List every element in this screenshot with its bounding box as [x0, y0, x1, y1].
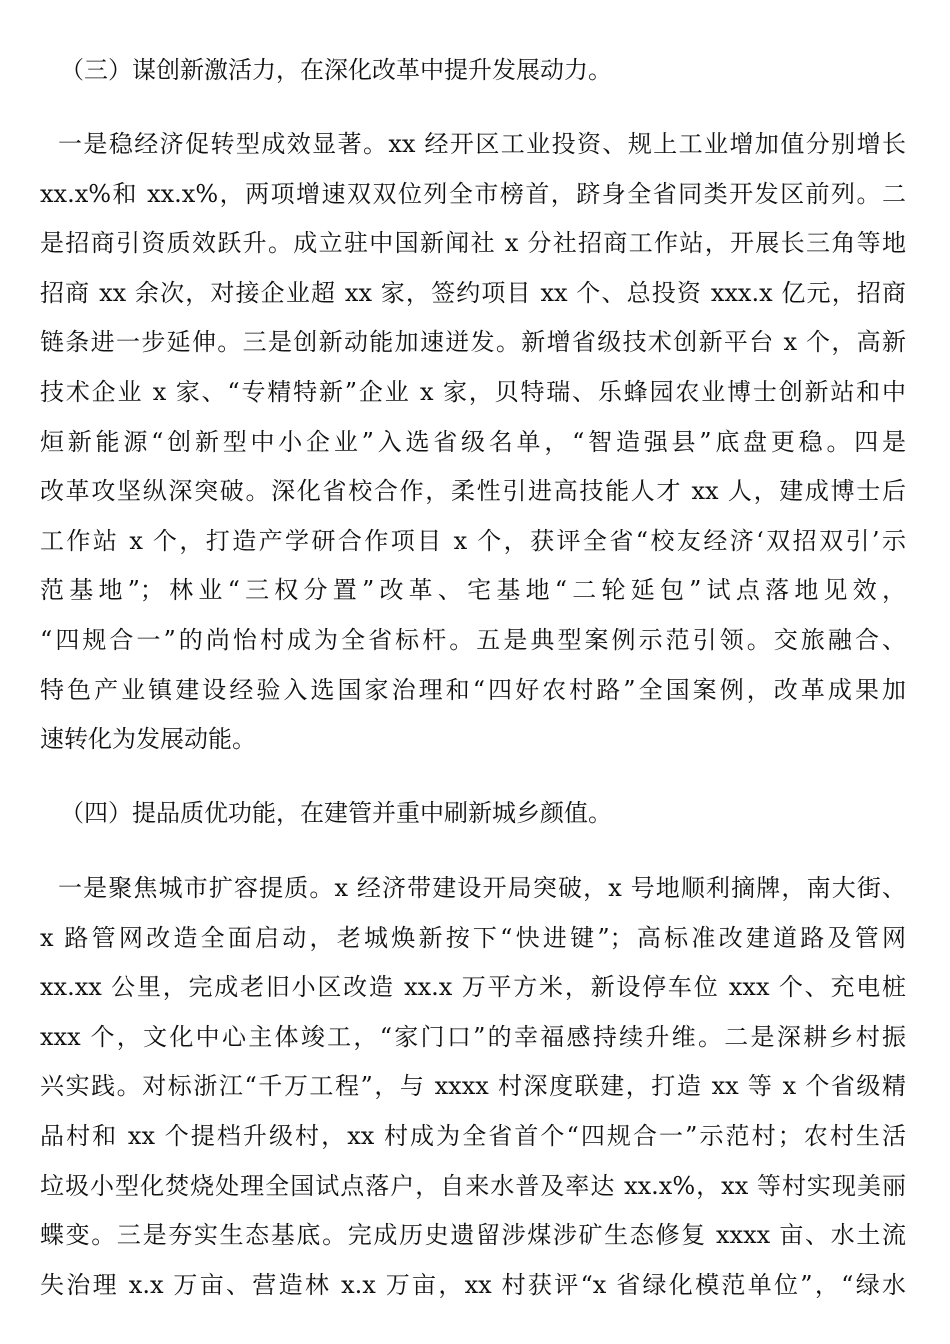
- paragraph-line: xxx 个，文化中心主体竣工，“家门口”的幸福感持续升维。二是深耕乡村振: [40, 1022, 906, 1051]
- paragraph-line: 链条进一步延伸。三是创新动能加速迸发。新增省级技术创新平台 x 个，高新: [40, 328, 906, 357]
- paragraph-line: 垃圾小型化焚烧处理全国试点落户，自来水普及率达 xx.x%，xx 等村实现美丽: [40, 1171, 906, 1200]
- paragraph-line: 一是稳经济促转型成效显著。xx 经开区工业投资、规上工业增加值分别增长: [58, 130, 906, 158]
- paragraph-line: 招商 xx 余次，对接企业超 xx 家，签约项目 xx 个、总投资 xxx.x 亿元，招商: [40, 278, 906, 307]
- paragraph-line: “四规合一”的尚怡村成为全省标杆。五是典型案例示范引领。交旅融合、: [40, 626, 906, 654]
- paragraph-line: 特色产业镇建设经验入选国家治理和“四好农村路”全国案例，改革成果加: [40, 675, 906, 704]
- paragraph-line: 品村和 xx 个提档升级村，xx 村成为全省首个“四规合一”示范村；农村生活: [40, 1122, 906, 1150]
- paragraph-line: 烜新能源“创新型中小企业”入选省级名单，“智造强县”底盘更稳。四是: [40, 427, 906, 456]
- paragraph-line: 是招商引资质效跃升。成立驻中国新闻社 x 分社招商工作站，开展长三角等地: [40, 229, 906, 258]
- paragraph-line: x 路管网改造全面启动，老城焕新按下“快进键”；高标准改建道路及管网: [40, 923, 906, 952]
- paragraph-line: 一是聚焦城市扩容提质。x 经济带建设开局突破，x 号地顺利摘牌，南大街、: [58, 874, 906, 902]
- paragraph-line: xx.xx 公里，完成老旧小区改造 xx.x 万平方米，新设停车位 xxx 个、充电桩: [40, 973, 906, 1002]
- paragraph-line: 兴实践。对标浙江“千万工程”，与 xxxx 村深度联建，打造 xx 等 x 个省级精: [40, 1072, 906, 1101]
- paragraph-line: 改革攻坚纵深突破。深化省校合作，柔性引进高技能人才 xx 人，建成博士后: [40, 477, 906, 506]
- paragraph-line: xx.x%和 xx.x%，两项增速双双位列全市榜首，跻身全省同类开发区前列。二: [40, 179, 906, 208]
- section-4-heading: （四）提品质优功能，在建管并重中刷新城乡颜值。: [60, 799, 612, 827]
- paragraph-line: 工作站 x 个，打造产学研合作项目 x 个，获评全省“校友经济‘双招双引’示: [40, 526, 906, 555]
- paragraph-line: 范基地”；林业“三权分置”改革、宅基地“二轮延包”试点落地见效，: [40, 576, 906, 605]
- paragraph-line: 失治理 x.x 万亩、营造林 x.x 万亩，xx 村获评“x 省绿化模范单位”，“绿水: [40, 1270, 906, 1299]
- paragraph-line: 速转化为发展动能。: [40, 725, 256, 754]
- paragraph-line: 技术企业 x 家、“专精特新”企业 x 家，贝特瑞、乐蜂园农业博士创新站和中: [40, 378, 906, 406]
- section-3-heading: （三）谋创新激活力，在深化改革中提升发展动力。: [60, 56, 612, 84]
- paragraph-line: 蝶变。三是夯实生态基底。完成历史遗留涉煤涉矿生态修复 xxxx 亩、水土流: [40, 1221, 906, 1250]
